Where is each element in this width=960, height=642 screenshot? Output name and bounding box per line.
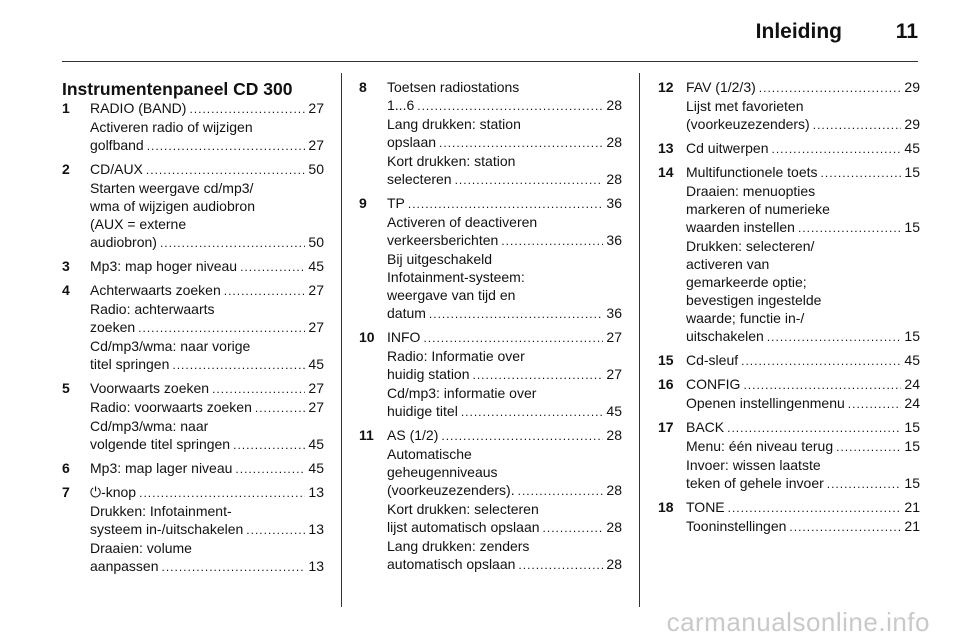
entry-text: FAV (1/2/3): [686, 79, 756, 95]
page-reference[interactable]: 28: [606, 427, 622, 443]
entry-text: Draaien: volume: [90, 540, 192, 556]
dot-leader: [518, 556, 603, 574]
index-entry: [658, 78, 920, 134]
entry-text: opslaan: [387, 134, 437, 150]
page-reference[interactable]: 24: [904, 376, 920, 392]
entry-reference-line[interactable]: [62, 459, 324, 478]
page-reference[interactable]: 27: [606, 329, 622, 345]
page-reference[interactable]: 28: [606, 134, 622, 150]
entry-text: Cd/mp3: informatie over: [387, 385, 537, 401]
page-reference[interactable]: 13: [308, 558, 324, 574]
entry-text: Drukken: Infotainment-: [90, 503, 232, 519]
dot-leader: [162, 558, 306, 576]
page-reference[interactable]: 27: [308, 399, 324, 415]
entry-reference-line[interactable]: [658, 437, 920, 456]
entry-reference-line[interactable]: [359, 481, 622, 500]
page-reference[interactable]: 27: [308, 282, 324, 298]
entry-reference-line[interactable]: [359, 96, 622, 115]
dot-leader: [255, 399, 306, 417]
dot-leader: [233, 436, 305, 454]
entry-reference-line[interactable]: [359, 194, 622, 213]
entry-number: 11: [359, 427, 374, 443]
entry-text: Draaien: menuopties: [686, 183, 816, 199]
page-header-title: Inleiding: [755, 20, 842, 43]
entry-reference-line[interactable]: [658, 351, 920, 370]
dot-leader: [727, 419, 901, 437]
entry-reference-line[interactable]: [62, 281, 324, 300]
entry-reference-line[interactable]: [359, 518, 622, 537]
page-reference[interactable]: 28: [606, 556, 622, 572]
page-number: 11: [895, 20, 918, 43]
dot-leader: [417, 97, 603, 115]
entry-text: gemarkeerde optie;: [686, 274, 807, 290]
entry-text: Radio: achterwaarts: [90, 301, 215, 317]
entry-text: geheugenniveaus: [387, 464, 498, 480]
index-column-2: [359, 78, 622, 579]
entry-number: 18: [658, 499, 674, 515]
dot-leader: [212, 380, 305, 398]
entry-text: Cd/mp3/wma: naar: [90, 418, 209, 434]
entry-number: 10: [359, 329, 375, 345]
entry-text: weergave van tijd en: [387, 287, 516, 303]
dot-leader: [461, 403, 604, 421]
dot-leader: [813, 116, 902, 134]
entry-reference-line[interactable]: [62, 483, 324, 502]
entry-reference-line[interactable]: [62, 520, 324, 539]
dot-leader: [518, 482, 604, 500]
entry-text: audiobron): [90, 234, 157, 250]
entry-text: Automatische: [387, 446, 472, 462]
entry-text: Radio: voorwaarts zoeken: [90, 399, 252, 415]
dot-leader: [139, 484, 305, 502]
index-entry: [62, 379, 324, 454]
entry-number: 12: [658, 79, 674, 95]
entry-text: Achterwaarts zoeken: [90, 282, 221, 298]
column-divider: [341, 73, 342, 607]
dot-leader: [473, 366, 604, 384]
index-column-1: [62, 99, 324, 581]
entry-reference-line[interactable]: [658, 139, 920, 158]
dot-leader: [240, 258, 305, 276]
page-reference[interactable]: 15: [904, 419, 920, 435]
entry-reference-line[interactable]: [359, 231, 622, 250]
entry-text: Starten weergave cd/mp3/: [90, 180, 254, 196]
entry-text: automatisch opslaan: [387, 556, 516, 572]
entry-reference-line[interactable]: [359, 402, 622, 421]
entry-text: CD/AUX: [90, 161, 143, 177]
entry-reference-line[interactable]: [658, 418, 920, 437]
dot-leader: [543, 519, 604, 537]
dot-leader: [138, 319, 305, 337]
page-reference[interactable]: 28: [606, 97, 622, 113]
entry-reference-line[interactable]: [658, 163, 920, 182]
entry-text: waarden instellen: [686, 219, 795, 235]
entry-reference-line[interactable]: [359, 365, 622, 384]
entry-text: Lang drukken: zenders: [387, 538, 530, 554]
page-reference[interactable]: 45: [308, 258, 324, 274]
index-column-3: [658, 78, 920, 541]
entry-text: Tooninstellingen: [686, 518, 787, 534]
entry-text: Voorwaarts zoeken: [90, 380, 210, 396]
dot-leader: [235, 460, 305, 478]
entry-text: INFO: [387, 329, 421, 345]
dot-leader: [501, 232, 603, 250]
entry-text: activeren van: [686, 256, 770, 272]
dot-leader: [821, 164, 902, 182]
entry-reference-line[interactable]: [62, 435, 324, 454]
entry-number: 7: [62, 484, 70, 500]
entry-text: titel springen: [90, 356, 170, 372]
index-entry: [62, 257, 324, 276]
entry-text: wma of wijzigen audiobron: [90, 198, 255, 214]
dot-leader: [408, 195, 604, 213]
index-entry: [658, 498, 920, 536]
entry-reference-line[interactable]: [359, 426, 622, 445]
entry-number: 15: [658, 352, 674, 368]
entry-text: Kort drukken: station: [387, 153, 516, 169]
entry-text: Cd/mp3/wma: naar vorige: [90, 338, 251, 354]
dot-leader: [728, 499, 902, 517]
page-reference[interactable]: 27: [308, 100, 324, 116]
entry-text: waarde; functie in-/: [686, 310, 805, 326]
page-reference[interactable]: 36: [606, 195, 622, 211]
entry-text: markeren of numerieke: [686, 201, 830, 217]
page-reference[interactable]: 28: [606, 482, 622, 498]
entry-reference-line[interactable]: [658, 394, 920, 413]
page-reference[interactable]: 13: [308, 484, 324, 500]
entry-text: lijst automatisch opslaan: [387, 519, 540, 535]
dot-leader: [767, 328, 902, 346]
entry-number: 2: [62, 161, 70, 177]
index-entry: [658, 351, 920, 370]
entry-text: Mp3: map lager niveau: [90, 460, 233, 476]
index-entry: [62, 160, 324, 252]
entry-number: 1: [62, 100, 70, 116]
entry-text: Activeren radio of wijzigen: [90, 119, 253, 135]
entry-text: Radio: Informatie over: [387, 348, 525, 364]
page-reference[interactable]: 45: [606, 403, 622, 419]
entry-text: teken of gehele invoer: [686, 475, 824, 491]
entry-reference-line[interactable]: [658, 78, 920, 97]
entry-text: (AUX = externe: [90, 216, 187, 232]
entry-reference-line[interactable]: [658, 498, 920, 517]
section-title: Instrumentenpaneel CD 300: [62, 79, 293, 99]
entry-reference-line[interactable]: [359, 328, 622, 347]
page-reference[interactable]: 27: [308, 380, 324, 396]
entry-text: Lijst met favorieten: [686, 98, 804, 114]
entry-number: 9: [359, 195, 367, 211]
entry-text: datum: [387, 305, 426, 321]
page-reference[interactable]: 13: [308, 521, 324, 537]
entry-reference-line[interactable]: [62, 99, 324, 118]
entry-text: Openen instellingenmenu: [686, 395, 845, 411]
page-reference[interactable]: 27: [308, 137, 324, 153]
entry-text: Multifunctionele toets: [686, 164, 818, 180]
entry-reference-line[interactable]: [359, 170, 622, 189]
entry-reference-line[interactable]: [62, 398, 324, 417]
page-reference[interactable]: 45: [904, 140, 920, 156]
entry-reference-line[interactable]: [62, 557, 324, 576]
page-reference[interactable]: 29: [904, 116, 920, 132]
entry-reference-line[interactable]: [658, 517, 920, 536]
entry-number: 4: [62, 282, 70, 298]
entry-text: volgende titel springen: [90, 436, 231, 452]
entry-reference-line[interactable]: [658, 115, 920, 134]
entry-text: aanpassen: [90, 558, 159, 574]
entry-text: Infotainment-systeem:: [387, 269, 525, 285]
page-reference[interactable]: 50: [308, 161, 324, 177]
entry-reference-line[interactable]: [62, 233, 324, 252]
page-reference[interactable]: 15: [904, 475, 920, 491]
entry-reference-line[interactable]: [62, 136, 324, 155]
entry-number: 16: [658, 376, 674, 392]
index-entry: [62, 281, 324, 374]
page-reference[interactable]: 29: [904, 79, 920, 95]
entry-text: Bij uitgeschakeld: [387, 251, 493, 267]
entry-text: Mp3: map hoger niveau: [90, 258, 238, 274]
dot-leader: [836, 438, 901, 456]
entry-reference-line[interactable]: [658, 218, 920, 237]
dot-leader: [772, 140, 902, 158]
entry-text: huidige titel: [387, 403, 458, 419]
entry-text: bevestigen ingestelde: [686, 292, 822, 308]
dot-leader: [423, 329, 603, 347]
dot-leader: [439, 134, 603, 152]
entry-reference-line[interactable]: [658, 474, 920, 493]
dot-leader: [759, 79, 902, 97]
entry-text: AS (1/2): [387, 427, 439, 443]
dot-leader: [172, 356, 305, 374]
entry-reference-line[interactable]: [62, 160, 324, 179]
dot-leader: [224, 282, 306, 300]
entry-text: 1...6: [387, 97, 415, 113]
index-entry: [658, 418, 920, 493]
page-reference[interactable]: 28: [606, 171, 622, 187]
page-reference[interactable]: 27: [606, 366, 622, 382]
page-reference[interactable]: 45: [904, 352, 920, 368]
page-reference[interactable]: 15: [904, 219, 920, 235]
entry-reference-line[interactable]: [658, 327, 920, 346]
entry-reference-line[interactable]: [359, 133, 622, 152]
page-reference[interactable]: 50: [308, 234, 324, 250]
entry-text: systeem in-/uitschakelen: [90, 521, 244, 537]
entry-reference-line[interactable]: [62, 257, 324, 276]
entry-text: Menu: één niveau terug: [686, 438, 834, 454]
entry-reference-line[interactable]: [62, 355, 324, 374]
index-entry: [359, 78, 622, 189]
index-entry: [62, 99, 324, 155]
entry-number: 6: [62, 460, 70, 476]
index-entry: [359, 194, 622, 323]
entry-text: TP: [387, 195, 405, 211]
page-reference[interactable]: 36: [606, 305, 622, 321]
entry-text: Kort drukken: selecteren: [387, 501, 539, 517]
entry-text: (voorkeuzezenders).: [387, 482, 515, 498]
dot-leader: [743, 376, 901, 394]
page-reference[interactable]: 36: [606, 232, 622, 248]
dot-leader: [789, 518, 901, 536]
page-reference[interactable]: 45: [308, 436, 324, 452]
entry-number: 14: [658, 164, 674, 180]
dot-leader: [189, 100, 305, 118]
entry-text: uitschakelen: [686, 328, 764, 344]
index-entry: [658, 139, 920, 158]
entry-text: CONFIG: [686, 376, 741, 392]
entry-reference-line[interactable]: [62, 318, 324, 337]
page-reference[interactable]: 28: [606, 519, 622, 535]
entry-number: 17: [658, 419, 674, 435]
entry-text: Toetsen radiostations: [387, 79, 520, 95]
entry-text: Cd-sleuf: [686, 352, 739, 368]
page-reference[interactable]: 27: [308, 319, 324, 335]
entry-text: Invoer: wissen laatste: [686, 457, 821, 473]
index-entry: [658, 375, 920, 413]
dot-leader: [146, 161, 306, 179]
dot-leader: [741, 352, 901, 370]
entry-text: golfband: [90, 137, 144, 153]
entry-text: Activeren of deactiveren: [387, 214, 538, 230]
dot-leader: [455, 171, 604, 189]
entry-text: verkeersberichten: [387, 232, 499, 248]
dot-leader: [441, 427, 603, 445]
page-reference[interactable]: 45: [308, 460, 324, 476]
page-reference[interactable]: 15: [904, 438, 920, 454]
entry-text: (voorkeuzezenders): [686, 116, 810, 132]
page-reference[interactable]: 24: [904, 395, 920, 411]
entry-text: huidig station: [387, 366, 470, 382]
watermark: carmanualsonline.info: [666, 607, 930, 637]
column-divider: [639, 73, 640, 607]
entry-text: selecteren: [387, 171, 452, 187]
entry-reference-line[interactable]: [359, 555, 622, 574]
entry-text: ⏻-knop: [90, 484, 137, 500]
dot-leader: [246, 521, 305, 539]
entry-number: 3: [62, 258, 70, 274]
entry-number: 13: [658, 140, 674, 156]
index-entry: [359, 328, 622, 421]
dot-leader: [147, 137, 306, 155]
dot-leader: [827, 475, 902, 493]
entry-text: TONE: [686, 499, 725, 515]
entry-number: 8: [359, 79, 367, 95]
index-entry: [62, 459, 324, 478]
entry-text: zoeken: [90, 319, 136, 335]
entry-reference-line[interactable]: [658, 375, 920, 394]
entry-number: 5: [62, 380, 70, 396]
header-divider: [62, 61, 918, 62]
index-entry: [359, 426, 622, 574]
entry-text: RADIO (BAND): [90, 100, 187, 116]
entry-text: BACK: [686, 419, 725, 435]
page-reference[interactable]: 21: [904, 518, 920, 534]
page-reference[interactable]: 45: [308, 356, 324, 372]
page-reference[interactable]: 15: [904, 164, 920, 180]
entry-reference-line[interactable]: [62, 379, 324, 398]
entry-text: Cd uitwerpen: [686, 140, 769, 156]
entry-text: Drukken: selecteren/: [686, 238, 815, 254]
entry-text: Lang drukken: station: [387, 116, 521, 132]
page-reference[interactable]: 15: [904, 328, 920, 344]
dot-leader: [798, 219, 901, 237]
dot-leader: [160, 234, 305, 252]
entry-reference-line[interactable]: [359, 304, 622, 323]
index-entry: [658, 163, 920, 346]
dot-leader: [429, 305, 604, 323]
dot-leader: [848, 395, 902, 413]
index-entry: [62, 483, 324, 576]
page-reference[interactable]: 21: [904, 499, 920, 515]
